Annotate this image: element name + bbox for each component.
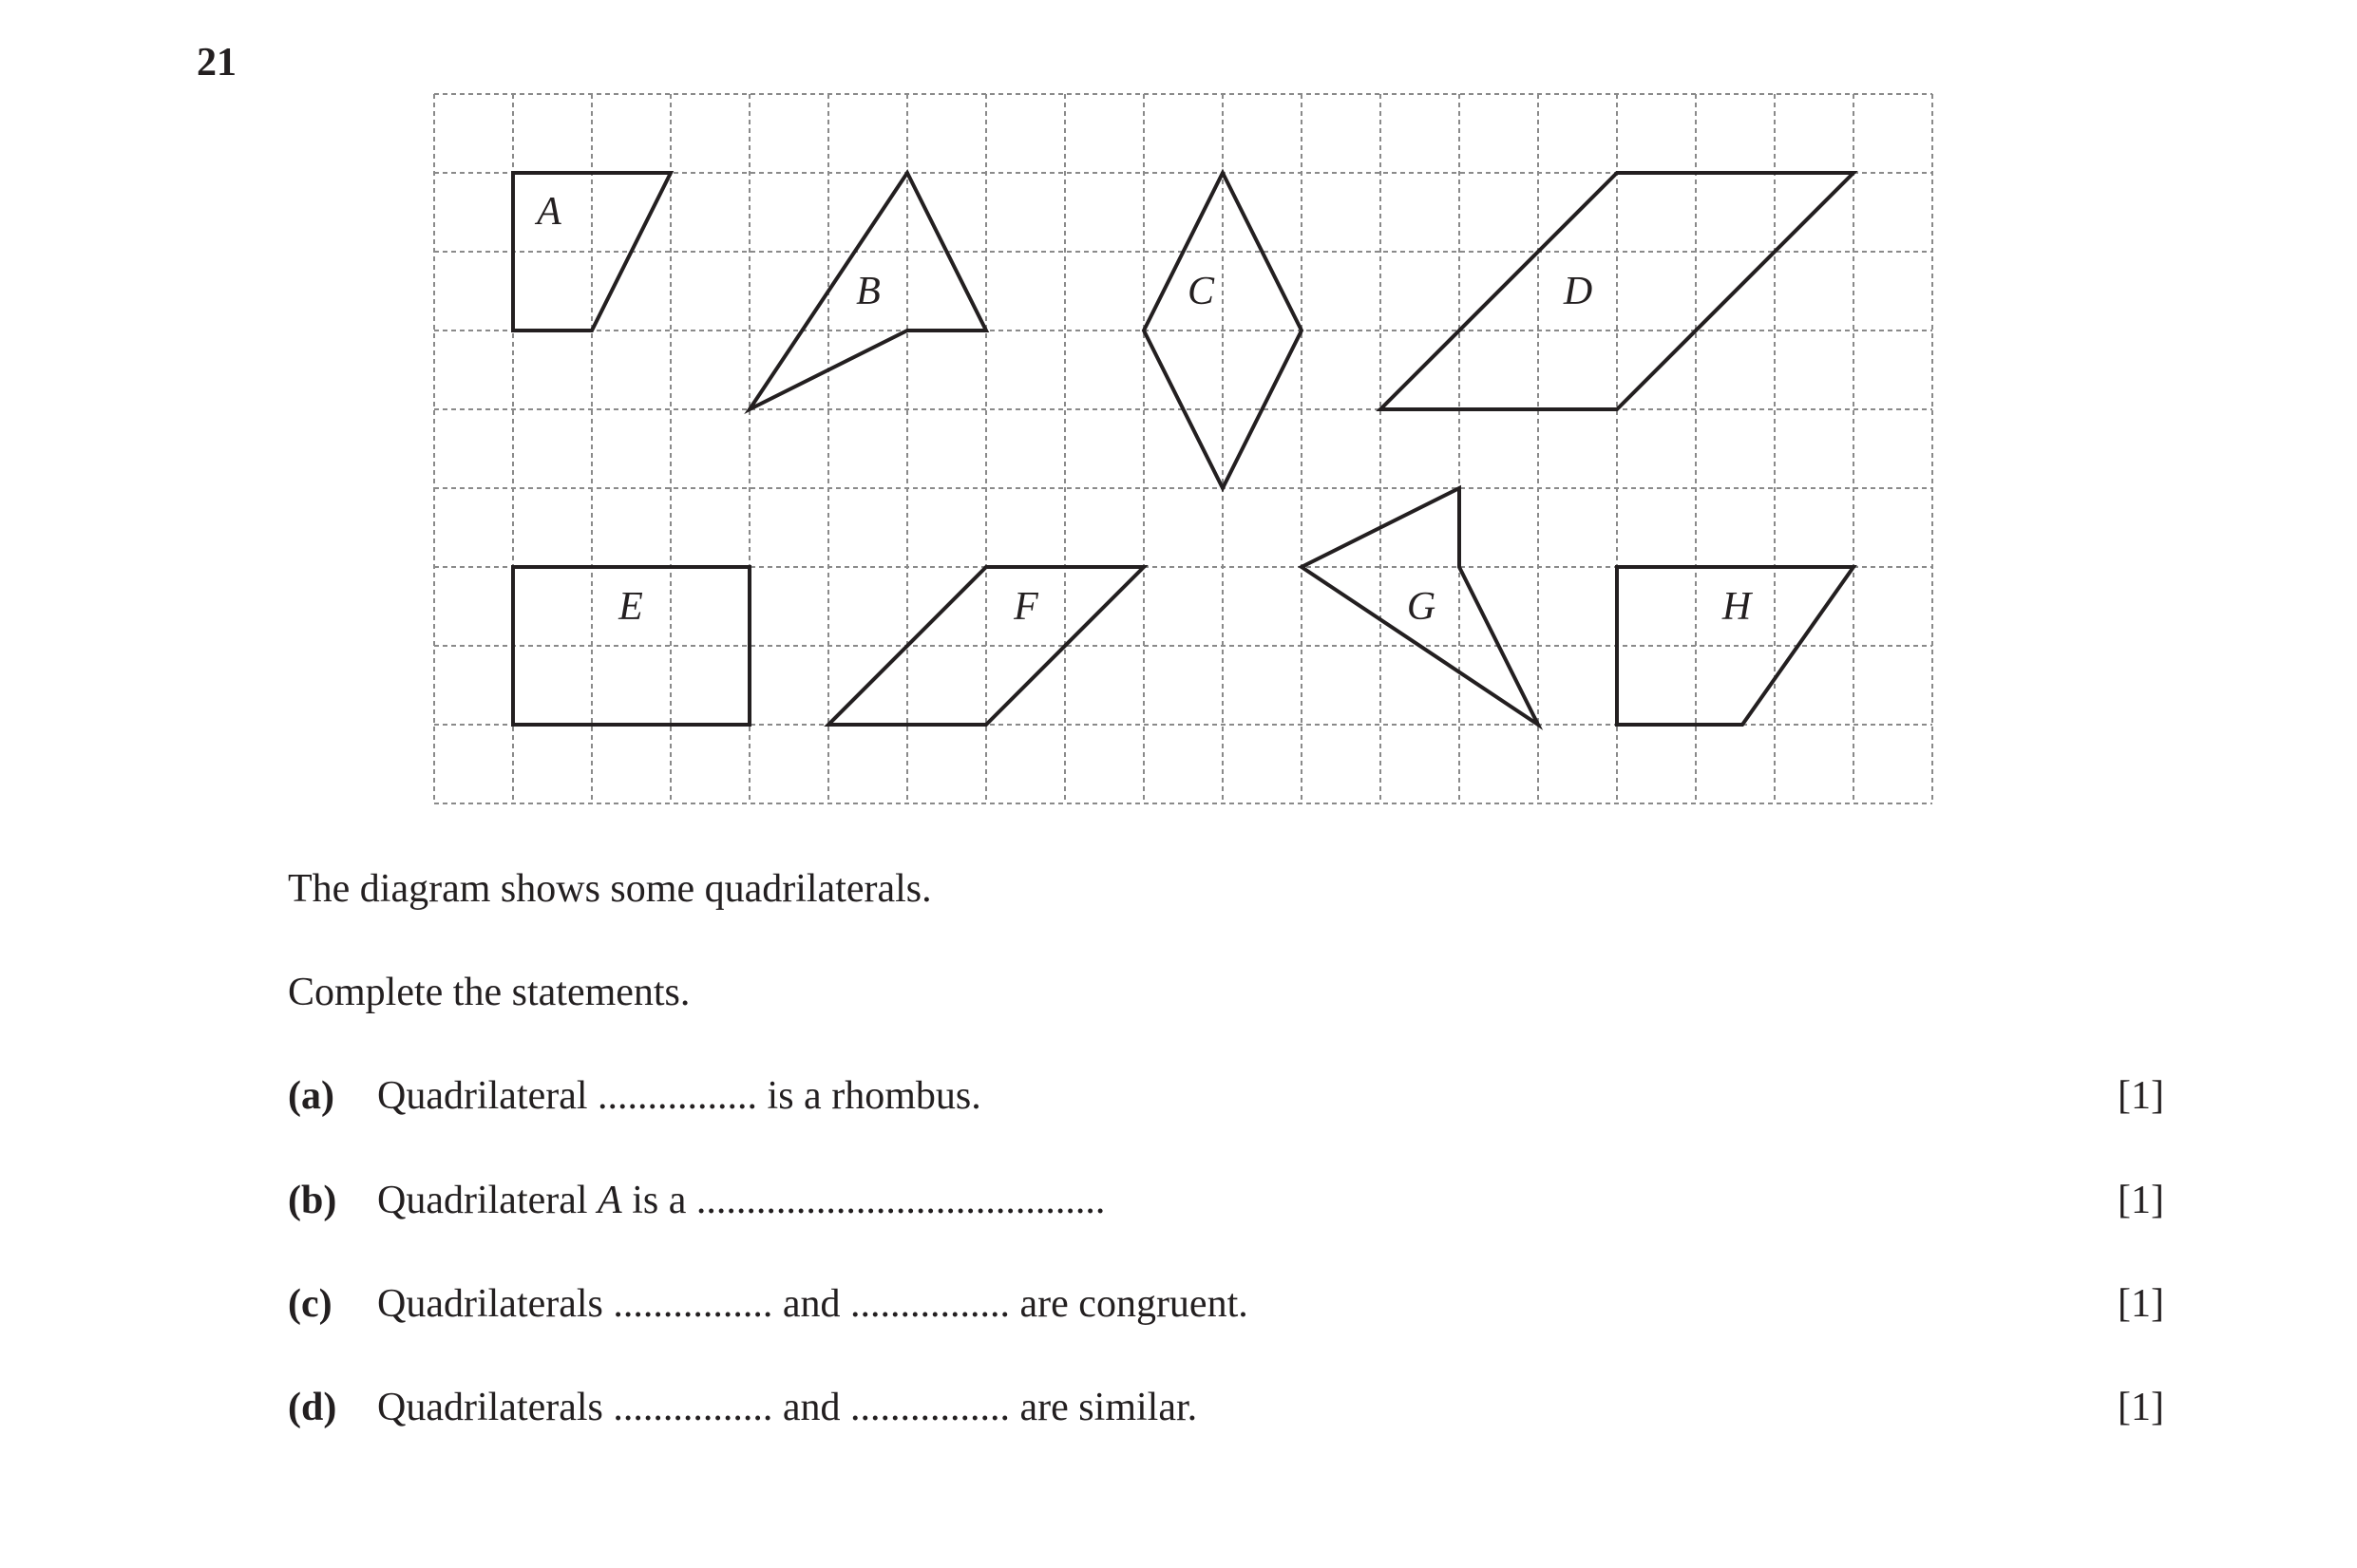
part-d-text: Quadrilaterals ................ and ................ are similar. — [377, 1386, 1198, 1429]
part-a-mark: [1] — [2118, 1074, 2164, 1118]
part-c-label: (c) — [288, 1282, 333, 1326]
part-b-text-pre: Quadrilateral — [377, 1179, 599, 1222]
label-g: G — [1406, 585, 1436, 629]
question-number: 21 — [197, 41, 237, 85]
part-c-text: Quadrilaterals ................ and ................ are congruent. — [377, 1282, 1248, 1326]
intro-text: The diagram shows some quadrilaterals. — [288, 867, 932, 911]
part-b-italic: A — [598, 1179, 622, 1222]
part-c — [288, 1281, 1248, 1327]
part-a-label: (a) — [288, 1074, 334, 1118]
label-b: B — [856, 270, 881, 313]
label-a: A — [537, 190, 561, 234]
part-d-label: (d) — [288, 1386, 337, 1429]
label-d: D — [1563, 270, 1593, 313]
part-b — [288, 1178, 1105, 1223]
label-h: H — [1721, 585, 1752, 629]
part-b-text-post: is a ......................................... — [621, 1179, 1106, 1222]
part-a-text: Quadrilateral ................ is a rhombus. — [377, 1074, 981, 1118]
instruction-text: Complete the statements. — [288, 971, 691, 1014]
label-c: C — [1187, 270, 1215, 313]
part-b-mark: [1] — [2118, 1179, 2164, 1222]
part-b-label: (b) — [288, 1179, 337, 1222]
part-d — [288, 1385, 1197, 1430]
part-c-mark: [1] — [2118, 1282, 2164, 1326]
part-a — [288, 1073, 981, 1119]
part-d-mark: [1] — [2118, 1386, 2164, 1429]
label-f: F — [1014, 585, 1038, 629]
label-e: E — [618, 585, 643, 629]
